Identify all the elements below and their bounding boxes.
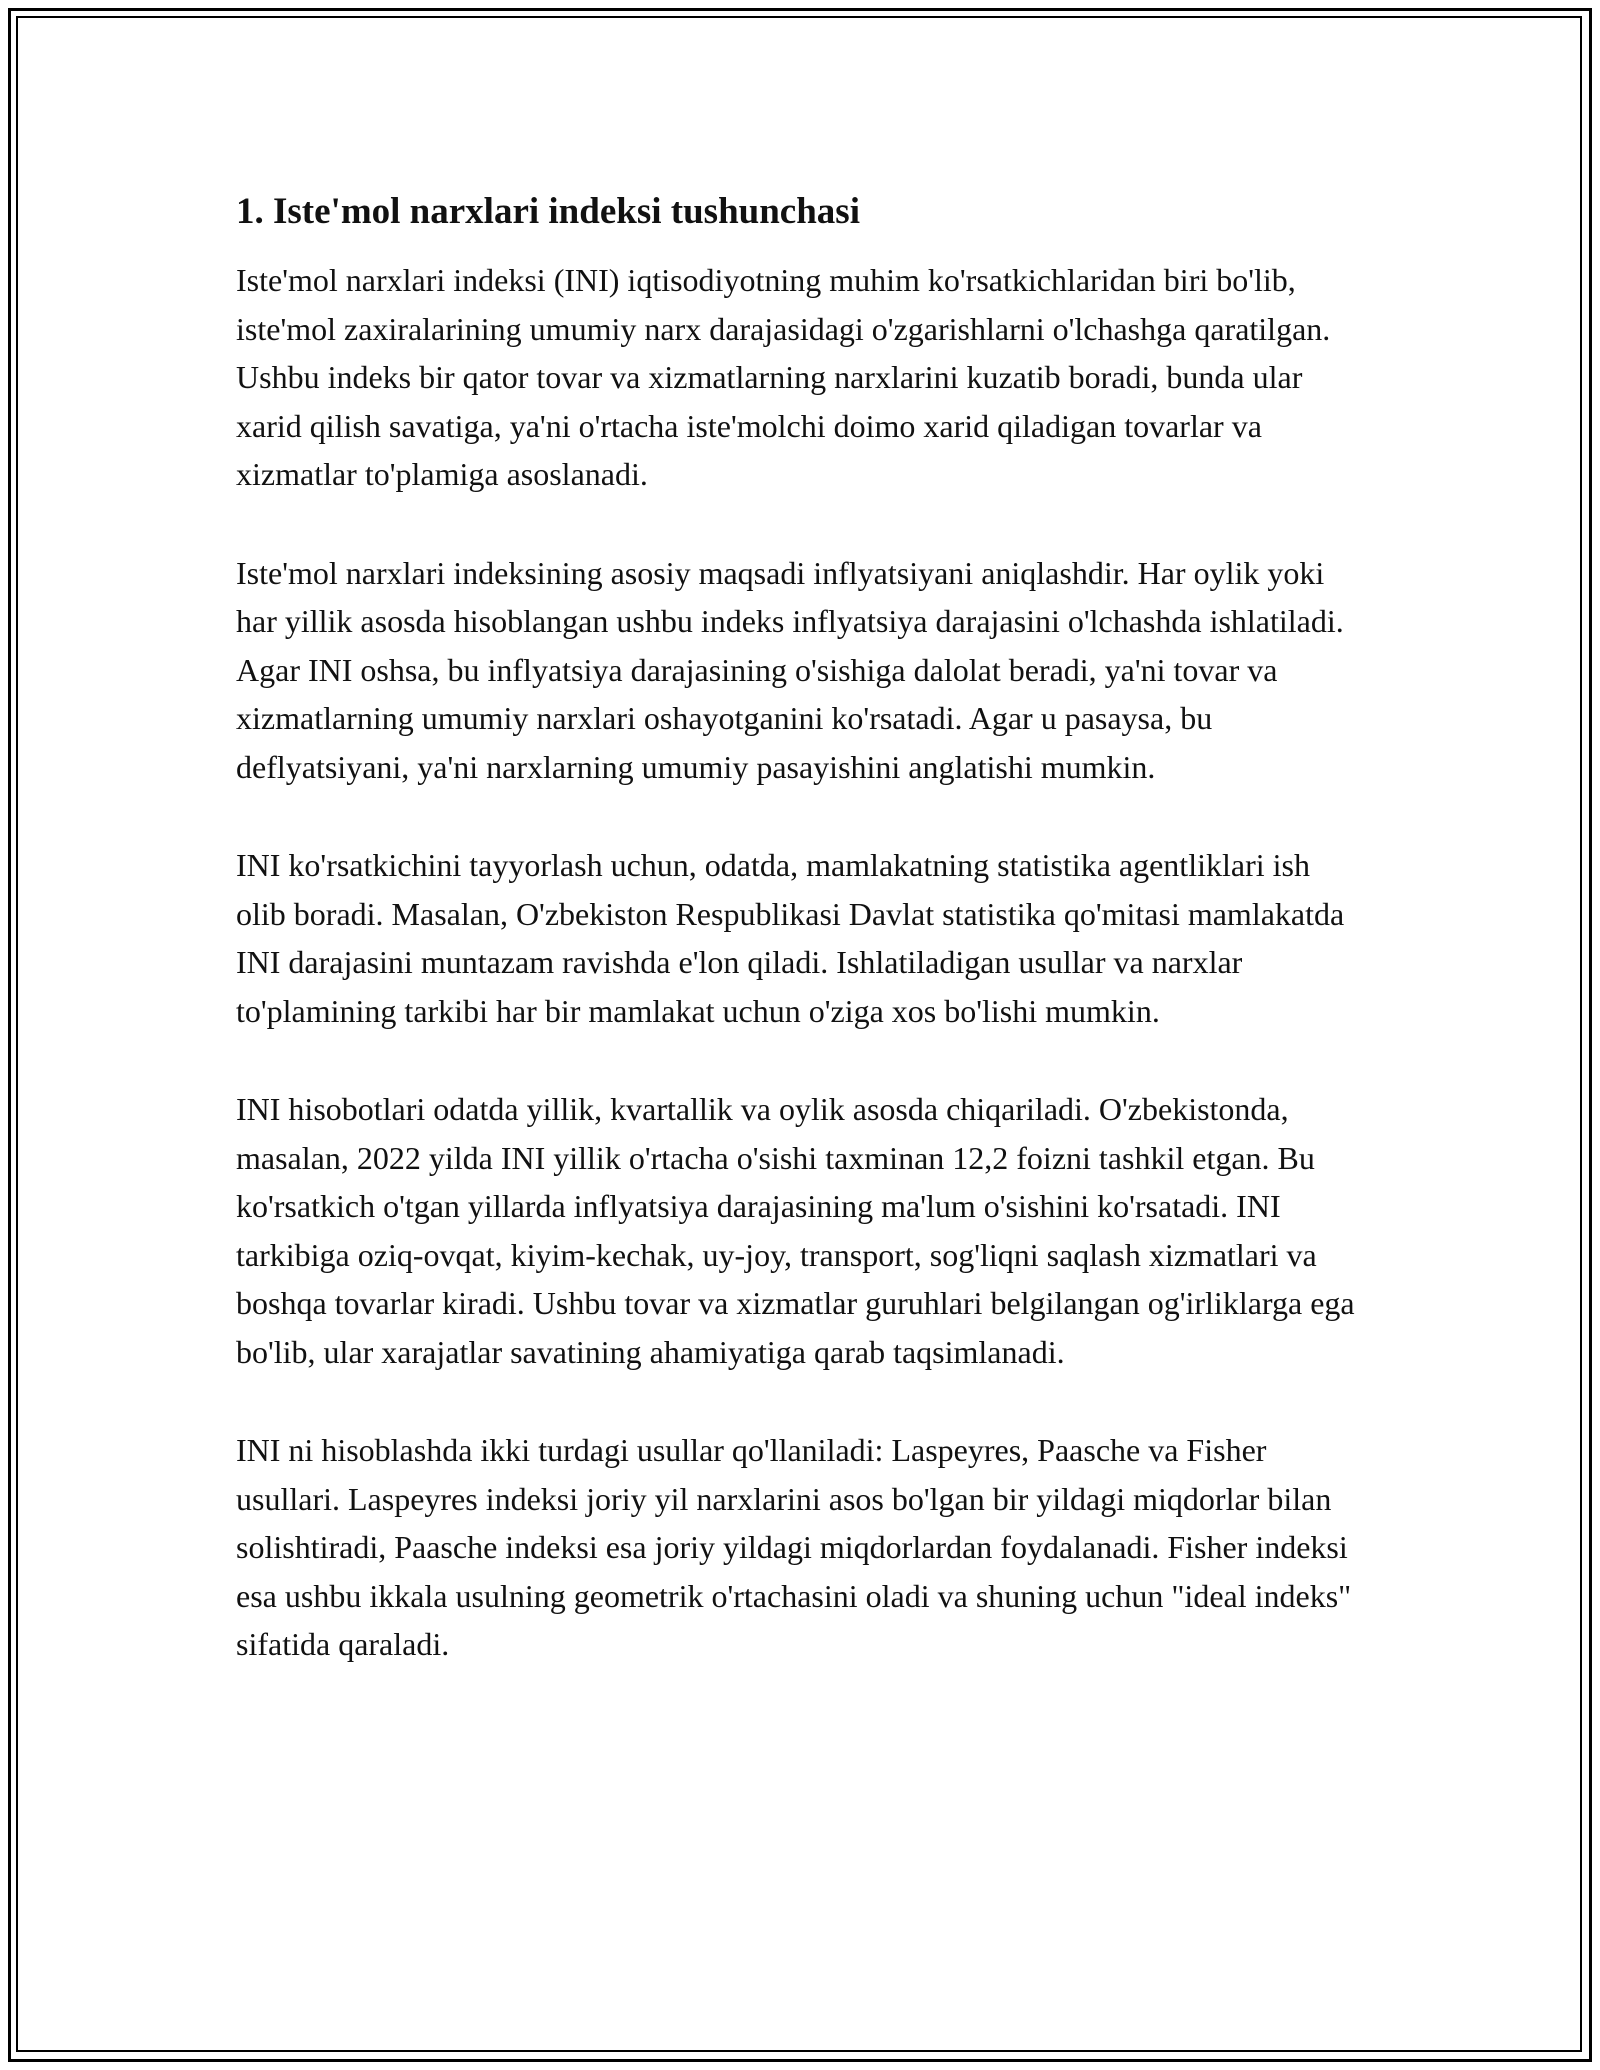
document-body	[236, 188, 1366, 1719]
paragraph-3: INI ko'rsatkichini tayyorlash uchun, odatda, mamlakatning statistika agentliklari ish olib boradi. Masalan, O'zbekiston Respublikasi Davlat statistika qo'mitasi mamlakatda INI darajasini muntazam ravishda e'lon qiladi. Ishlatiladigan usullar va narxlar to'plamining tarkibi har bir mamlakat uchun o'ziga xos bo'lishi mumkin.	[236, 847, 1345, 1029]
section-heading: 1. Iste'mol narxlari indeksi tushunchasi	[236, 191, 860, 232]
paragraph-2: Iste'mol narxlari indeksining asosiy maqsadi inflyatsiyani aniqlashdir. Har oylik yoki har yillik asosda hisoblangan ushbu indeks inflyatsiya darajasini o'lchashda ishlatiladi. Agar INI oshsa, bu inflyatsiya darajasining o'sishiga dalolat beradi, ya'ni tovar va xizmatlarning umumiy narxlari oshayotganini ko'rsatadi. Agar u pasaysa, bu deflyatsiyani, ya'ni narxlarning umumiy pasayishini anglatishi mumkin.	[236, 554, 1344, 785]
paragraph-4: INI hisobotlari odatda yillik, kvartallik va oylik asosda chiqariladi. O'zbekistonda, masalan, 2022 yilda INI yillik o'rtacha o'sishi taxminan 12,2 foizni tashkil etgan. Bu ko'rsatkich o'tgan yillarda inflyatsiya darajasining ma'lum o'sishini ko'rsatadi. INI tarkibiga oziq-ovqat, kiyim-kechak, uy-joy, transport, sog'liqni saqlash xizmatlari va boshqa tovarlar kiradi. Ushbu tovar va xizmatlar guruhlari belgilangan og'irliklarga ega bo'lib, ular xarajatlar savatining ahamiyatiga qarab taqsimlanadi.	[236, 1091, 1355, 1370]
paragraph-1: Iste'mol narxlari indeksi (INI) iqtisodiyotning muhim ko'rsatkichlaridan biri bo'lib, iste'mol zaxiralarining umumiy narx darajasidagi o'zgarishlarni o'lchashga qaratilgan. Ushbu indeks bir qator tovar va xizmatlarning narxlarini kuzatib boradi, bunda ular xarid qilish savatiga, ya'ni o'rtacha iste'molchi doimo xarid qiladigan tovarlar va xizmatlar to'plamiga asoslanadi.	[236, 262, 1331, 493]
paragraph-5: INI ni hisoblashda ikki turdagi usullar qo'llaniladi: Laspeyres, Paasche va Fisher usullari. Laspeyres indeksi joriy yil narxlarini asos bo'lgan bir yildagi miqdorlar bilan solishtiradi, Paasche indeksi esa joriy yildagi miqdorlardan foydalanadi. Fisher indeksi esa ushbu ikkala usulning geometrik o'rtachasini oladi va shuning uchun "ideal indeks" sifatida qaraladi.	[236, 1432, 1352, 1663]
